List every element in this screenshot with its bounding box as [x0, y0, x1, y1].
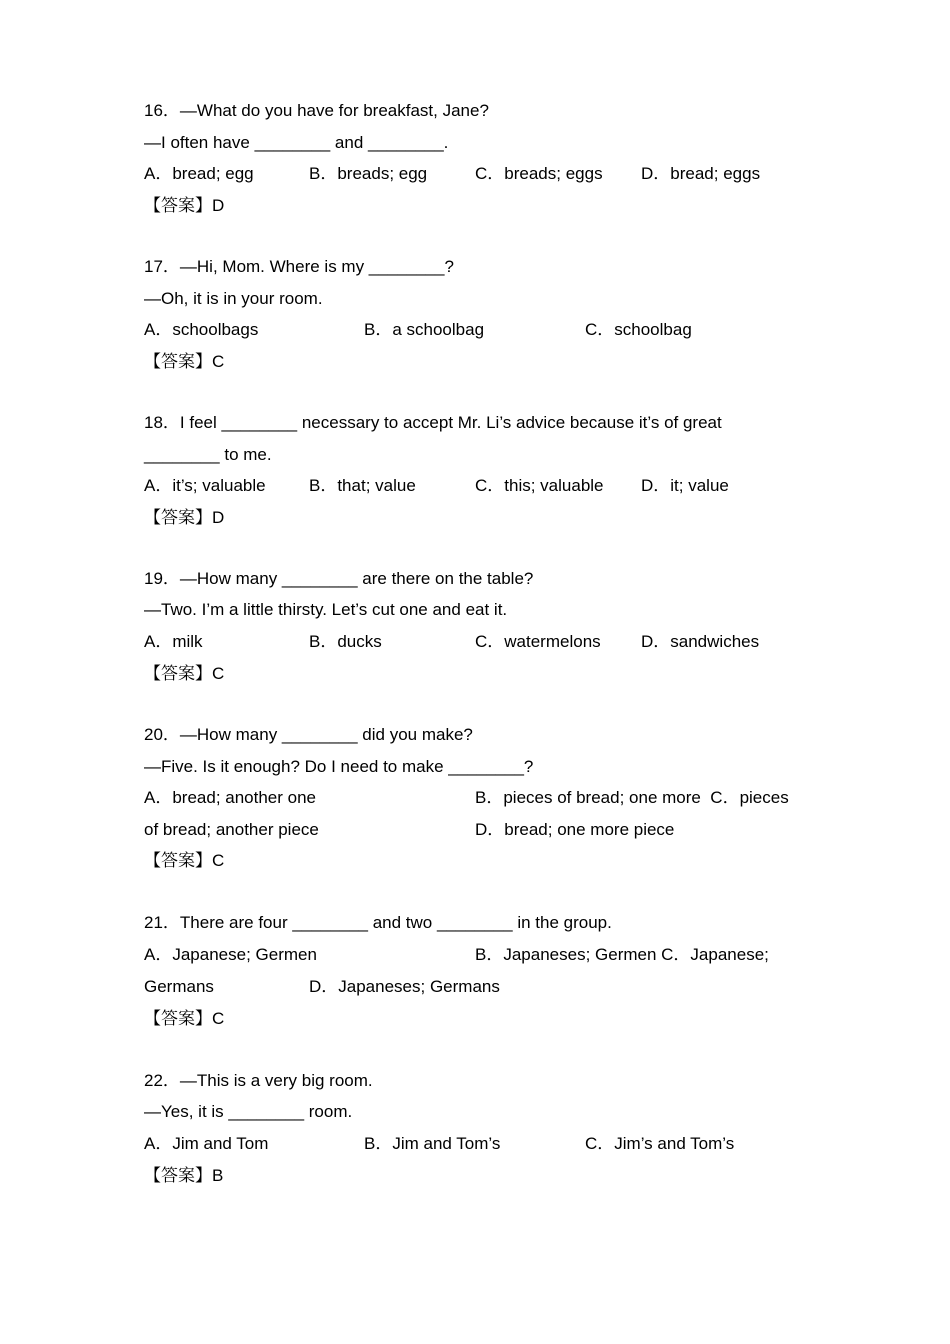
option-a: A．bread; egg	[144, 164, 254, 183]
option-c: C．breads; eggs	[475, 164, 603, 183]
option-a: A．milk	[144, 632, 203, 651]
option-c: of bread; another piece	[144, 820, 319, 839]
option-a: A．it’s; valuable	[144, 476, 266, 495]
option-b: B．a schoolbag	[364, 320, 485, 339]
option-c: C．schoolbag	[585, 320, 692, 339]
option-b: B．Jim and Tom’s	[364, 1134, 501, 1153]
answer: 【答案】C	[144, 851, 225, 870]
option-b: B．breads; egg	[309, 164, 428, 183]
answer: 【答案】C	[144, 352, 225, 371]
question-text: 19．—How many ________ are there on the table?	[144, 569, 534, 588]
option-d: D．Japaneses; Germans	[309, 977, 500, 996]
answer: 【答案】B	[144, 1166, 224, 1185]
option-b: B．ducks	[309, 632, 382, 651]
option-d: D．bread; eggs	[641, 164, 761, 183]
question-text: 22．—This is a very big room.	[144, 1071, 373, 1090]
option-a: A．schoolbags	[144, 320, 259, 339]
question-text: —Oh, it is in your room.	[144, 289, 323, 308]
answer: 【答案】C	[144, 664, 225, 683]
option-a: A．Japanese; Germen	[144, 945, 317, 964]
option-d: D．sandwiches	[641, 632, 760, 651]
option-c: Germans	[144, 977, 214, 996]
question-text: —Five. Is it enough? Do I need to make ________?	[144, 757, 534, 776]
option-c: C．watermelons	[475, 632, 601, 651]
option-d: D．it; value	[641, 476, 729, 495]
option-d: D．bread; one more piece	[475, 820, 675, 839]
option-c: C．Jim’s and Tom’s	[585, 1134, 735, 1153]
question-text: 17．—Hi, Mom. Where is my ________?	[144, 257, 454, 276]
answer: 【答案】D	[144, 508, 225, 527]
option-a: A．bread; another one	[144, 788, 317, 807]
question-text: —I often have ________ and ________.	[144, 133, 449, 152]
option-a: A．Jim and Tom	[144, 1134, 269, 1153]
question-text: —Yes, it is ________ room.	[144, 1102, 353, 1121]
question-text: —Two. I’m a little thirsty. Let’s cut one and eat it.	[144, 600, 508, 619]
answer: 【答案】C	[144, 1009, 225, 1028]
option-b: B．that; value	[309, 476, 416, 495]
option-b: B．pieces of bread; one more C．pieces	[475, 788, 789, 807]
option-b: B．Japaneses; Germen C．Japanese;	[475, 945, 769, 964]
question-text: 16．—What do you have for breakfast, Jane?	[144, 101, 489, 120]
question-text: ________ to me.	[144, 445, 272, 464]
option-c: C．this; valuable	[475, 476, 604, 495]
answer: 【答案】D	[144, 196, 225, 215]
question-text: 20．—How many ________ did you make?	[144, 725, 473, 744]
question-text: 21．There are four ________ and two ________ in the group.	[144, 913, 612, 932]
question-text: 18．I feel ________ necessary to accept Mr. Li’s advice because it’s of great	[144, 413, 722, 432]
